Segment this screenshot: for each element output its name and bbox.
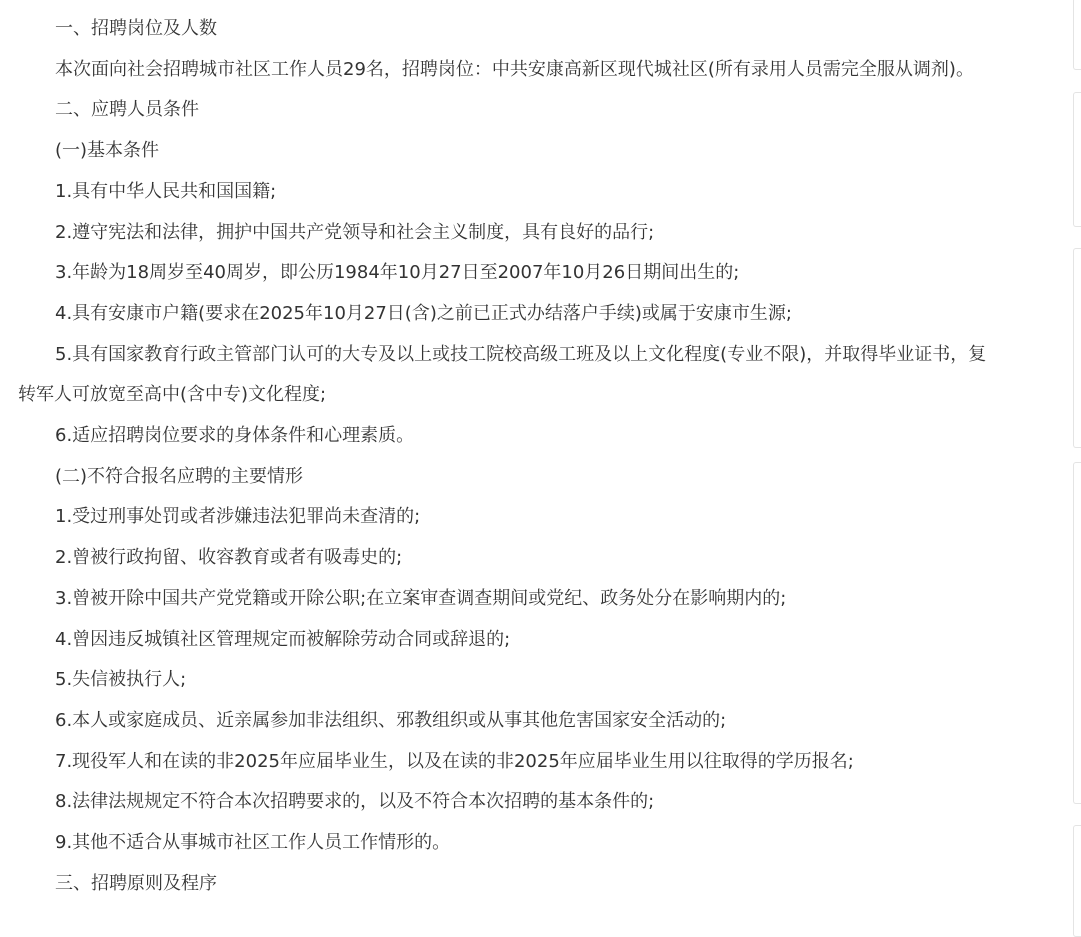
list-item: 4.具有安康市户籍(要求在2025年10月27日(含)之前已正式办结落户手续)或属于安康市生源; [55,302,792,324]
list-item: 5.具有国家教育行政主管部门认可的大专及以上或技工院校高级工班及以上文化程度(专业不限)，并取得毕业证书，复转军人可放宽至高中(含中专)文化程度; [18,343,987,406]
list-item: 6.适应招聘岗位要求的身体条件和心理素质。 [55,425,415,447]
subsection-heading: (一)基本条件 [55,140,160,162]
list-item: 1.受过刑事处罚或者涉嫌违法犯罪尚未查清的; [55,506,421,528]
list-item: 2.遵守宪法和法律，拥护中国共产党领导和社会主义制度，具有良好的品行; [55,221,655,243]
list-item: 1.具有中华人民共和国国籍; [55,180,277,202]
list-item: 2.曾被行政拘留、收容教育或者有吸毒史的; [55,547,403,569]
list-item: 5.失信被执行人; [55,669,187,691]
side-panel-edge [1073,248,1081,448]
side-panel-edge [1073,92,1081,227]
side-panel-edge [1073,0,1081,70]
list-item: 8.法律法规规定不符合本次招聘要求的，以及不符合本次招聘的基本条件的; [55,791,655,813]
section-heading: 二、应聘人员条件 [55,99,199,121]
section-heading: 一、招聘岗位及人数 [55,18,217,39]
article-body [18,9,990,904]
list-item: 6.本人或家庭成员、近亲属参加非法组织、邪教组织或从事其他危害国家安全活动的; [55,709,727,731]
subsection-heading: (二)不符合报名应聘的主要情形 [55,465,304,487]
side-panel-edge [1073,462,1081,804]
list-item: 7.现役军人和在读的非2025年应届毕业生，以及在读的非2025年应届毕业生用以往取得的学历报名; [55,750,854,772]
section-heading: 三、招聘原则及程序 [55,872,217,894]
paragraph: 本次面向社会招聘城市社区工作人员29名，招聘岗位：中共安康高新区现代城社区(所有录用人员需完全服从调剂)。 [55,58,974,80]
list-item: 9.其他不适合从事城市社区工作人员工作情形的。 [55,832,451,854]
list-item: 3.曾被开除中国共产党党籍或开除公职;在立案审查调查期间或党纪、政务处分在影响期内的; [55,587,787,609]
side-panel-edge [1073,825,1081,937]
list-item: 3.年龄为18周岁至40周岁，即公历1984年10月27日至2007年10月26日期间出生的; [55,262,740,284]
list-item: 4.曾因违反城镇社区管理规定而被解除劳动合同或辞退的; [55,628,511,650]
